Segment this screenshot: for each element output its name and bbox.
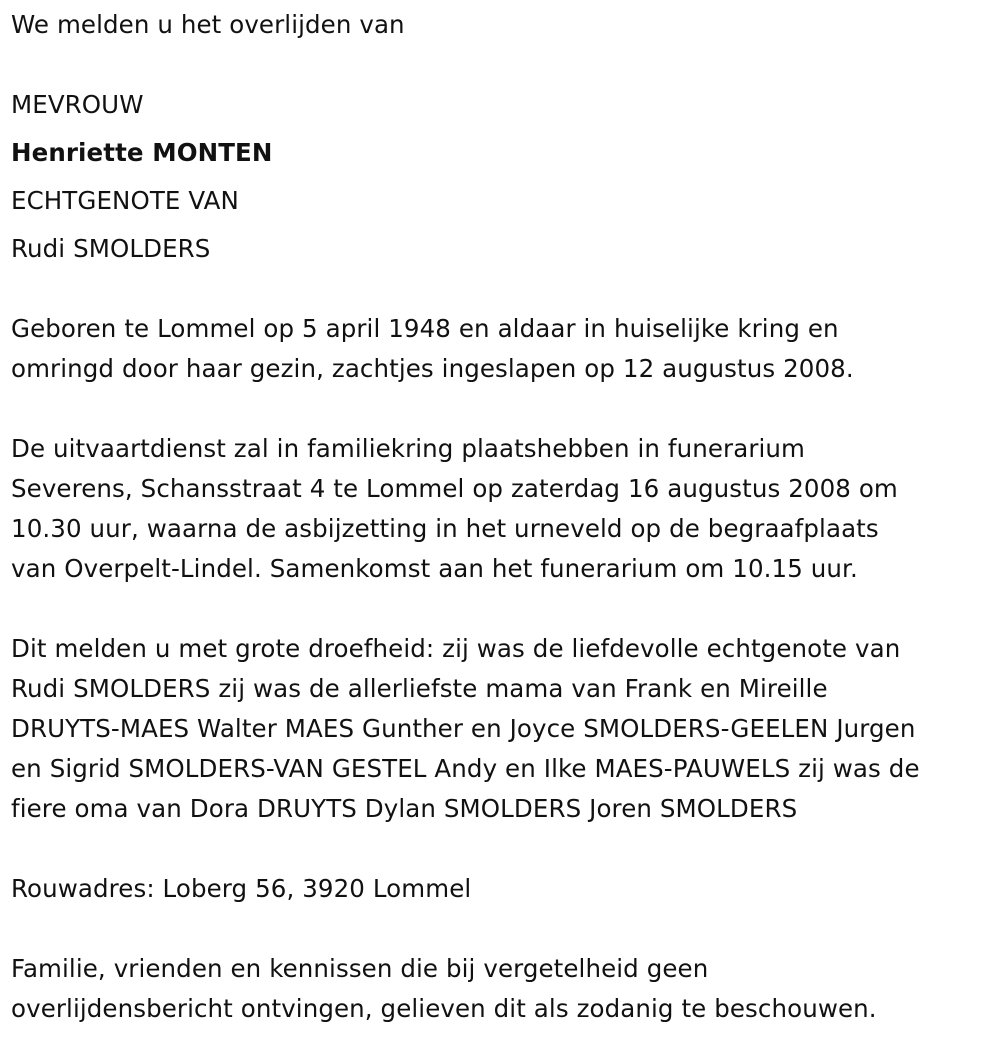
- family-line: DRUYTS-MAES Walter MAES Gunther en Joyce SMOLDERS-GEELEN Jurgen: [11, 714, 916, 743]
- spouse-name: Rudi SMOLDERS: [11, 234, 211, 263]
- intro-text: We melden u het overlijden van: [11, 10, 405, 39]
- title-prefix: MEVROUW: [11, 90, 144, 119]
- address-text: Rouwadres: Loberg 56, 3920 Lommel: [11, 874, 472, 903]
- service-line: Severens, Schansstraat 4 te Lommel op zaterdag 16 augustus 2008 om: [11, 474, 898, 503]
- relation-text: ECHTGENOTE VAN: [11, 186, 239, 215]
- service-line: van Overpelt-Lindel. Samenkomst aan het funerarium om 10.15 uur.: [11, 554, 858, 583]
- birth-death-line: Geboren te Lommel op 5 april 1948 en aldaar in huiselijke kring en: [11, 314, 839, 343]
- service-line: 10.30 uur, waarna de asbijzetting in het urneveld op de begraafplaats: [11, 514, 879, 543]
- family-line: Dit melden u met grote droefheid: zij was de liefdevolle echtgenote van: [11, 634, 901, 663]
- closing-line: overlijdensbericht ontvingen, gelieven dit als zodanig te beschouwen.: [11, 994, 877, 1023]
- family-line: en Sigrid SMOLDERS-VAN GESTEL Andy en Ilke MAES-PAUWELS zij was de: [11, 754, 920, 783]
- birth-death-line: omringd door haar gezin, zachtjes ingeslapen op 12 augustus 2008.: [11, 354, 854, 383]
- closing-line: Familie, vrienden en kennissen die bij vergetelheid geen: [11, 954, 709, 983]
- service-line: De uitvaartdienst zal in familiekring plaatshebben in funerarium: [11, 434, 806, 463]
- family-line: Rudi SMOLDERS zij was de allerliefste mama van Frank en Mireille: [11, 674, 828, 703]
- deceased-name: Henriette MONTEN: [11, 138, 273, 167]
- family-line: fiere oma van Dora DRUYTS Dylan SMOLDERS Joren SMOLDERS: [11, 794, 798, 823]
